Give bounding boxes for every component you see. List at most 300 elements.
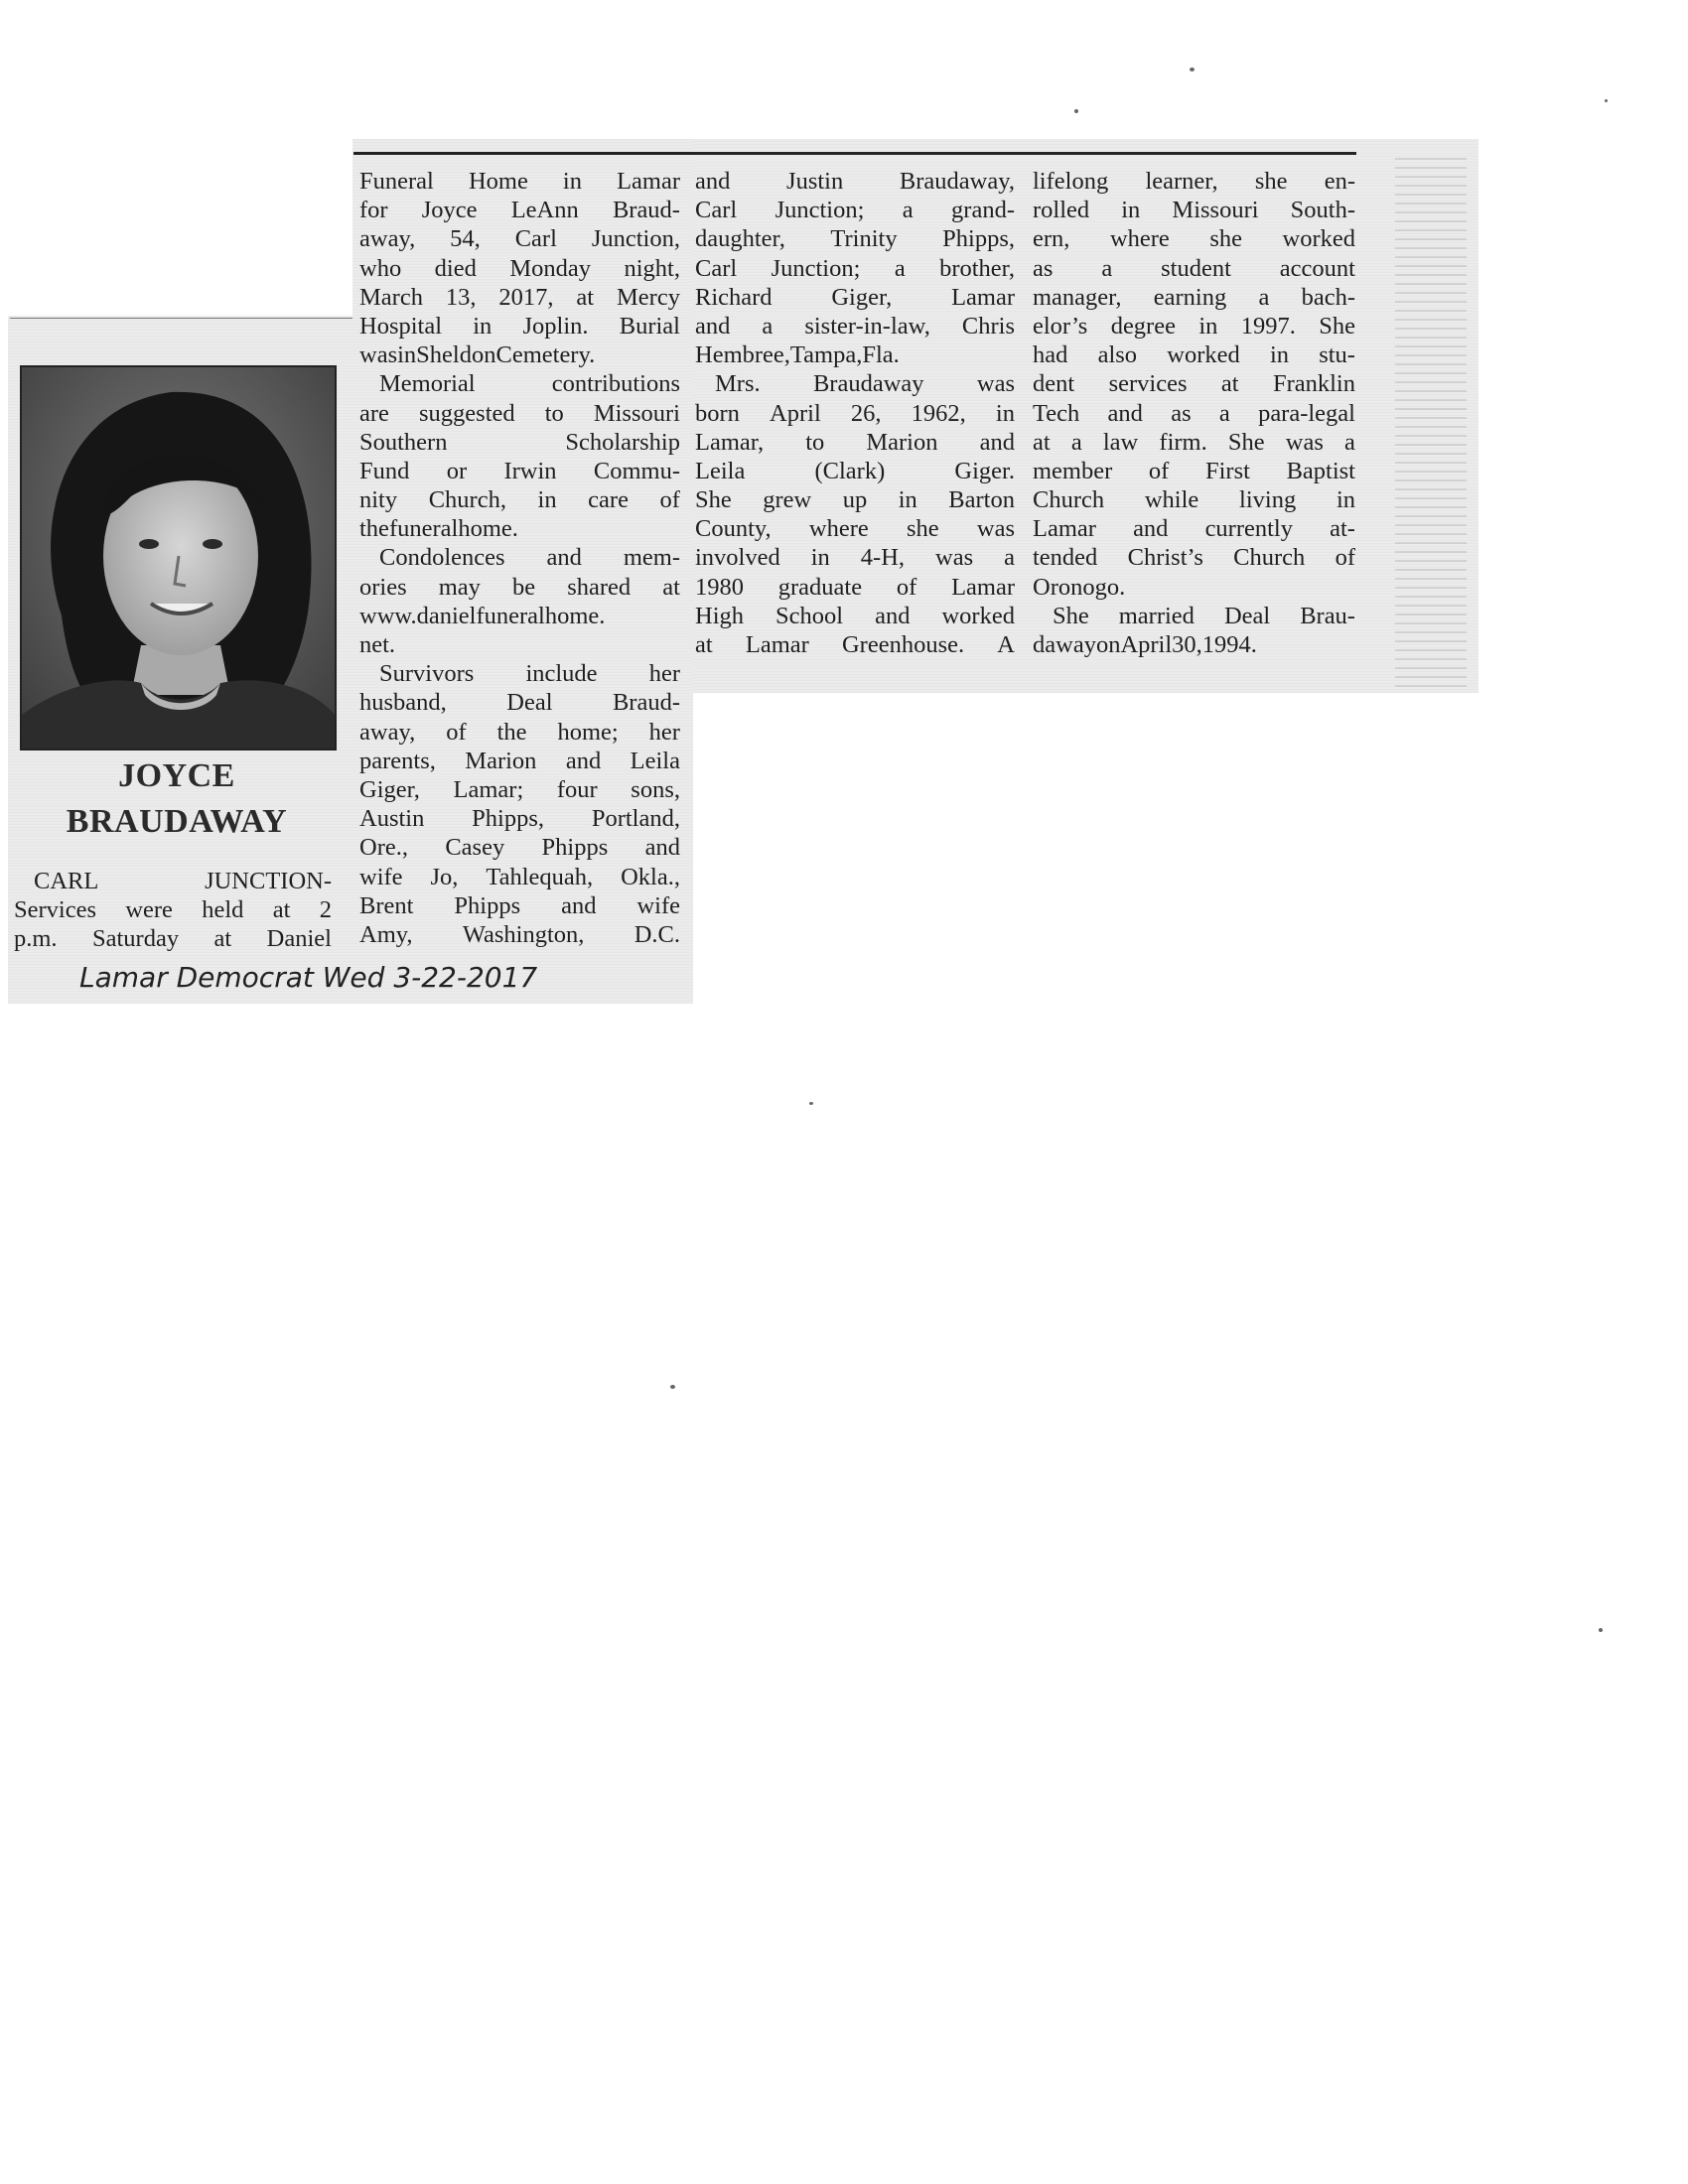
text-line [695, 196, 1015, 224]
headline-first-name: JOYCE [118, 757, 235, 794]
text-line [1033, 543, 1355, 572]
word: Southern [359, 428, 448, 456]
text-line [359, 312, 680, 341]
word: in [537, 486, 557, 514]
word: Funeral [359, 168, 434, 195]
word: where [808, 515, 869, 543]
obituary-column-3 [695, 167, 1015, 659]
word: bach- [1301, 283, 1355, 311]
word: She [1319, 312, 1355, 340]
word: shared [567, 573, 632, 601]
word: She [1053, 602, 1089, 629]
word: Fund [359, 457, 410, 484]
word: at [272, 896, 291, 924]
word: at [213, 925, 232, 953]
text-line [359, 341, 680, 369]
word: Saturday [92, 925, 180, 953]
word: born [695, 399, 740, 427]
scan-speck [809, 1102, 813, 1105]
word: nity [359, 486, 398, 514]
word: was [1285, 428, 1324, 456]
word: home. [458, 515, 518, 543]
word: wife [636, 891, 680, 919]
text-line [695, 457, 1015, 485]
word: Carl [695, 197, 738, 224]
word: in [473, 312, 492, 340]
word: Mrs. [715, 370, 761, 398]
text-line [359, 804, 680, 833]
word: of [1148, 457, 1170, 484]
word: were [125, 896, 173, 924]
word: Braudaway [812, 370, 924, 398]
word: Memorial [379, 370, 476, 398]
word: p.m. [14, 925, 58, 953]
word: wife [359, 863, 403, 890]
word: Giger. [954, 457, 1015, 484]
word: was [359, 341, 398, 369]
word: to [544, 399, 564, 427]
word: Marion [866, 428, 938, 456]
text-line [359, 485, 680, 514]
word: Commu- [593, 457, 680, 484]
word: Richard [695, 283, 773, 311]
word: four [556, 775, 598, 803]
word: she [1254, 168, 1288, 195]
word: www.danielfuneralhome. [359, 602, 606, 629]
word: of [446, 718, 467, 746]
text-line [1033, 369, 1355, 398]
word: worked [1282, 225, 1355, 253]
word: Irwin [503, 457, 557, 484]
word: Junction; [774, 197, 865, 224]
obituary-column-1 [14, 867, 332, 954]
word: as [1033, 254, 1054, 282]
text-line [359, 891, 680, 920]
word: Chris [961, 312, 1015, 340]
word: April [770, 399, 821, 427]
portrait-photo [20, 365, 337, 751]
text-line [1033, 399, 1355, 428]
text-line [359, 775, 680, 804]
word: mem- [623, 544, 680, 572]
word: grew [763, 486, 812, 514]
word: a [902, 197, 914, 224]
text-line [695, 224, 1015, 253]
word: she [1209, 225, 1242, 253]
word: Church, [428, 486, 506, 514]
word: or [446, 457, 468, 484]
word: 30, [1172, 631, 1202, 658]
word: 1994. [1201, 631, 1257, 658]
word: Giger, [359, 775, 420, 803]
word: CARL [34, 868, 99, 894]
word: at [695, 631, 713, 658]
clipping-torn-edge [1395, 151, 1467, 687]
word: Tech [1033, 399, 1080, 427]
text-line [359, 428, 680, 457]
word: Braud- [612, 197, 680, 224]
word: daway [1033, 631, 1096, 658]
word: March [359, 283, 423, 311]
word: may [438, 573, 481, 601]
word: student [1161, 254, 1231, 282]
word: held [202, 896, 244, 924]
word: and [644, 834, 680, 862]
word: on [1095, 631, 1121, 658]
text-line [359, 224, 680, 253]
word: Joplin. [522, 312, 589, 340]
word: 13, [445, 283, 477, 311]
word: at [1033, 428, 1051, 456]
word: earning [1153, 283, 1227, 311]
word: Cemetery. [495, 341, 596, 369]
word: member [1033, 457, 1113, 484]
word: manager, [1033, 283, 1122, 311]
word: she [906, 515, 939, 543]
word: Franklin [1272, 370, 1355, 398]
word: had [1033, 341, 1068, 369]
word: grand- [951, 197, 1015, 224]
word: Lamar [745, 631, 809, 658]
word: away, [359, 225, 416, 253]
word: while [1144, 486, 1199, 514]
text-line [695, 167, 1015, 196]
text-line [359, 718, 680, 747]
word: include [525, 660, 598, 688]
text-line [1033, 224, 1355, 253]
word: Giger, [831, 283, 893, 311]
word: Leila [630, 747, 680, 774]
scan-speck [1074, 109, 1078, 113]
word: and [979, 428, 1015, 456]
text-line [14, 924, 332, 953]
word: Phipps [454, 891, 521, 919]
word: where [1109, 225, 1170, 253]
word: involved [695, 544, 780, 572]
funeral-home-website [359, 602, 680, 630]
word: rolled [1033, 197, 1090, 224]
word: and [565, 747, 602, 774]
word: Tahlequah, [486, 863, 594, 890]
word: Okla., [621, 863, 680, 890]
text-line [695, 312, 1015, 341]
word: a [1004, 544, 1015, 572]
word: at [662, 573, 680, 601]
column-top-rule [353, 152, 1356, 155]
text-line [1033, 457, 1355, 485]
word: contributions [551, 370, 680, 398]
word: Junction; [771, 254, 861, 282]
word: School [775, 602, 844, 629]
word: net. [359, 631, 396, 658]
word: dent [1033, 370, 1075, 398]
headline-last-name: BRAUDAWAY [66, 803, 288, 840]
word: suggested [419, 399, 515, 427]
text-line [695, 485, 1015, 514]
word: 1997. [1240, 312, 1296, 340]
word: in [1336, 486, 1355, 514]
text-line [359, 369, 680, 398]
obituary-column-2 [359, 167, 680, 949]
word: and [695, 312, 731, 340]
word: para-legal [1258, 399, 1355, 427]
word: Phipps, [942, 225, 1015, 253]
word: sister-in-law, [804, 312, 930, 340]
word: worked [941, 602, 1015, 629]
word: 1962, [911, 399, 966, 427]
word: and [1133, 515, 1169, 543]
word: Phipps, [472, 805, 545, 833]
word: Trinity [830, 225, 898, 253]
word: and [546, 544, 582, 572]
word: Joyce [421, 197, 478, 224]
word: Church [1033, 486, 1105, 514]
word: the [359, 515, 389, 543]
word: Lamar [951, 283, 1015, 311]
word: in [397, 341, 417, 369]
word: was [976, 370, 1015, 398]
word: Leila [695, 457, 746, 484]
word: Missouri [1172, 197, 1259, 224]
text-line [1033, 341, 1355, 369]
handwritten-source-note: Lamar Democrat Wed 3-22-2017 [79, 961, 538, 994]
word: care [588, 486, 629, 514]
word: a [1070, 428, 1082, 456]
word: and [695, 168, 731, 195]
photo-top-rule [10, 318, 352, 319]
word: (Clark) [814, 457, 886, 484]
text-line [359, 659, 680, 688]
word: Amy, [359, 920, 413, 948]
word: Monday [509, 254, 591, 282]
word: She [695, 486, 732, 514]
word: in [1198, 312, 1218, 340]
text-line [1033, 573, 1355, 602]
word: Services [14, 896, 96, 924]
scan-speck [1605, 99, 1608, 102]
word: who [359, 254, 402, 282]
word: Survivors [379, 660, 475, 688]
word: a [1258, 283, 1270, 311]
word: the [496, 718, 527, 746]
word: tended [1033, 544, 1098, 572]
word: Mercy [617, 283, 680, 311]
text-line [359, 196, 680, 224]
text-line [1033, 167, 1355, 196]
word: husband, [359, 689, 447, 717]
text-line [359, 543, 680, 572]
word: in [898, 486, 917, 514]
word: Church [1233, 544, 1306, 572]
word: Baptist [1286, 457, 1355, 484]
word: was [976, 515, 1015, 543]
word: be [512, 573, 536, 601]
word: account [1279, 254, 1355, 282]
word: Daniel [266, 925, 332, 953]
word: Missouri [593, 399, 680, 427]
word: D.C. [633, 920, 680, 948]
word: and [1107, 399, 1143, 427]
word: ern, [1033, 225, 1070, 253]
text-line [695, 369, 1015, 398]
word: of [1335, 544, 1355, 572]
word: Tampa, [789, 341, 863, 369]
word: Marion [465, 747, 537, 774]
word: at [1220, 370, 1239, 398]
word: night, [624, 254, 680, 282]
word: brother, [939, 254, 1015, 282]
word: High [695, 602, 744, 629]
word: Hospital [359, 312, 443, 340]
word: firm. [1159, 428, 1207, 456]
word: her [648, 660, 680, 688]
word: Carl [514, 225, 557, 253]
word: Junction, [591, 225, 680, 253]
word: Ore., [359, 834, 408, 862]
word: Home [468, 168, 528, 195]
text-line [1033, 196, 1355, 224]
word: as [1171, 399, 1192, 427]
text-line [359, 833, 680, 862]
word: Carl [695, 254, 738, 282]
word: degree [1110, 312, 1176, 340]
word: Lamar, [695, 428, 765, 456]
text-line [1033, 312, 1355, 341]
text-line [695, 573, 1015, 602]
word: Washington, [462, 920, 585, 948]
text-line [695, 543, 1015, 572]
word: Condolences [379, 544, 505, 572]
word: died [434, 254, 477, 282]
word: Justin [786, 168, 844, 195]
word: She [1227, 428, 1265, 456]
word: 1980 [695, 573, 744, 601]
text-line [359, 630, 680, 659]
word: daughter, [695, 225, 785, 253]
word: elor’s [1033, 312, 1088, 340]
text-line [1033, 514, 1355, 543]
text-line [1033, 602, 1355, 630]
word: Hembree, [695, 341, 790, 369]
scan-speck [670, 1385, 675, 1389]
word: living [1239, 486, 1297, 514]
word: 26, [850, 399, 882, 427]
text-line [359, 920, 680, 949]
word: lifelong [1033, 168, 1109, 195]
word: of [896, 573, 917, 601]
text-line [695, 428, 1015, 457]
word: Burial [619, 312, 680, 340]
scan-speck [1599, 1628, 1603, 1632]
text-line [695, 254, 1015, 283]
word: Deal [1223, 602, 1271, 629]
word: funeral [388, 515, 459, 543]
word: of [659, 486, 680, 514]
word: worked [1167, 341, 1240, 369]
text-line [359, 254, 680, 283]
word: are [359, 399, 389, 427]
word: stu- [1319, 341, 1355, 369]
text-line [359, 747, 680, 775]
word: in [810, 544, 830, 572]
text-line [359, 283, 680, 312]
word: married [1118, 602, 1195, 629]
word: Austin [359, 805, 425, 833]
word: 54, [450, 225, 481, 253]
word: Portland, [591, 805, 680, 833]
word: South- [1290, 197, 1355, 224]
word: JUNCTION- [205, 868, 332, 894]
word: County, [695, 515, 772, 543]
word: Christ’s [1127, 544, 1203, 572]
word: a [762, 312, 774, 340]
word: in [562, 168, 582, 195]
text-line [14, 867, 332, 895]
word: home; [557, 718, 619, 746]
text-line [359, 399, 680, 428]
word: Oronogo. [1033, 573, 1126, 601]
word: a [1218, 399, 1230, 427]
word: a [1101, 254, 1113, 282]
scan-speck [1190, 68, 1195, 71]
word: a [894, 254, 906, 282]
word: Fla. [862, 341, 900, 369]
word: currently [1204, 515, 1293, 543]
word: her [648, 718, 680, 746]
word: 4-H, [860, 544, 906, 572]
word: Lamar [1033, 515, 1096, 543]
word: and [561, 891, 597, 919]
word: Greenhouse. [841, 631, 965, 658]
word: graduate [777, 573, 863, 601]
word: en- [1324, 168, 1355, 195]
word: Sheldon [416, 341, 496, 369]
word: Lamar [617, 168, 680, 195]
word: also [1097, 341, 1138, 369]
word: and [875, 602, 911, 629]
word: Brent [359, 891, 414, 919]
text-line [1033, 485, 1355, 514]
text-line [695, 514, 1015, 543]
text-line [359, 457, 680, 485]
word: Braud- [612, 689, 680, 717]
text-line [695, 399, 1015, 428]
obituary-column-4 [1033, 167, 1355, 659]
word: April [1120, 631, 1173, 658]
word: Lamar; [453, 775, 524, 803]
text-line [695, 602, 1015, 630]
word: A [997, 631, 1015, 658]
word: learner, [1145, 168, 1218, 195]
text-line [359, 167, 680, 196]
text-line [695, 630, 1015, 659]
word: First [1204, 457, 1250, 484]
word: Phipps [541, 834, 609, 862]
word: services [1108, 370, 1188, 398]
word: at [576, 283, 595, 311]
text-line [695, 283, 1015, 312]
text-line [695, 341, 1015, 369]
word: 2017, [498, 283, 554, 311]
word: away, [359, 718, 416, 746]
word: 2 [319, 896, 332, 924]
word: in [995, 399, 1015, 427]
text-line [1033, 254, 1355, 283]
word: up [842, 486, 868, 514]
word: Brau- [1300, 602, 1355, 629]
word: law [1102, 428, 1139, 456]
word: sons, [631, 775, 680, 803]
